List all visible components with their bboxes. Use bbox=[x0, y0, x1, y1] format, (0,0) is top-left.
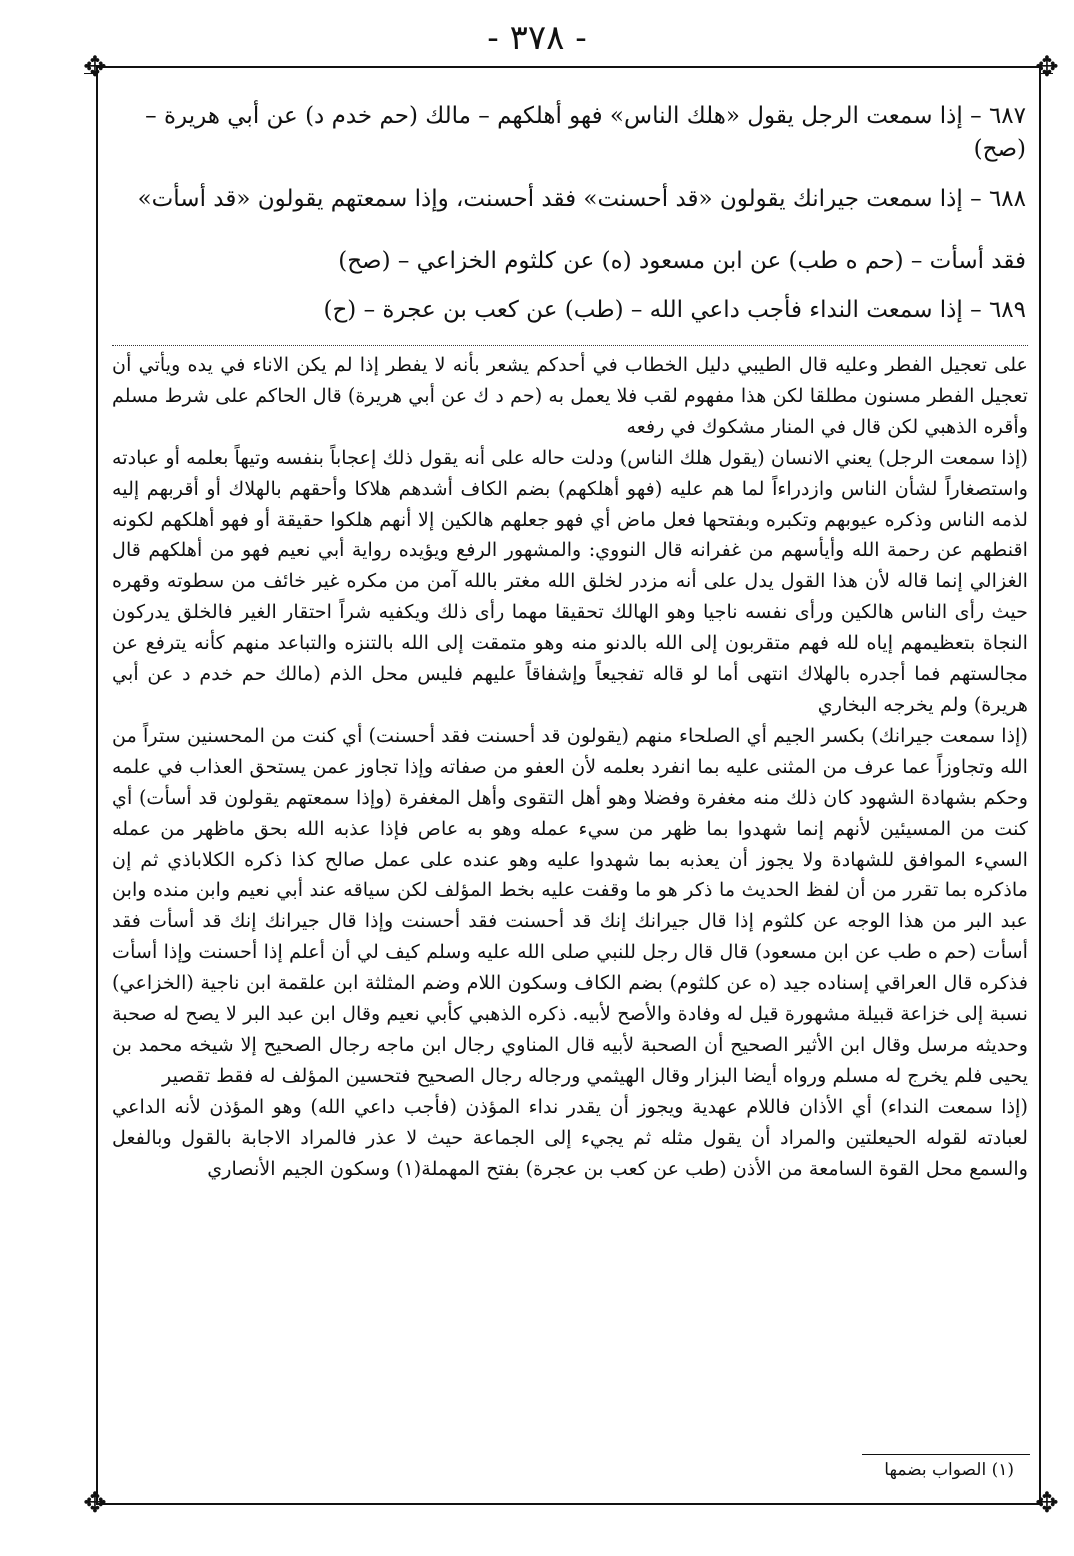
hadith-688 bbox=[112, 168, 1026, 292]
section-divider bbox=[112, 345, 1028, 346]
footnote-rule bbox=[862, 1454, 1030, 1455]
commentary-paragraph: (إذا سمعت الرجل) يعني الانسان (يقول هلك الناس) ودلت حاله على أنه يقول ذلك إعجاباً بنفسه وتيهاً بعلمه أو عبادته واستصغاراً لشأن الناس وازدراءاً لما هم عليه (فهو أهلكهم) بضم الكاف أشدهم هلاكا وأحقهم بالهلاك أو أقربهم إليه لذمه الناس وذكره عيوبهم وتكبره وبفتحها فعل ماض أي فهو جعلهم هالكين إلا أنهم هلكوا حقيقة أو فهو أهلكهم لكونه اقنطهم عن رحمة الله وأيأسهم من غفرانه قال النووي: والمشهور الرفع ويؤيده رواية أبي نعيم فهو من أهلكهم قال الغزالي إنما قاله لأن هذا القول يدل على أنه مزدر لخلق الله مغتر بالله آمن من مكره غير خائف من سطوته وقهره حيث رأى الناس هالكين ورأى نفسه ناجيا وهو الهالك تحقيقا مهما رأى ذلك ويكفيه شراً احتقار الغير فالخلق يدركون النجاة بتعظيمهم إياه لله فهم متقربون إلى الله بالدنو منه وهو متمقت إلى الله بالتنزه والتباعد منهم كأنه يترفع عن مجالستهم فما أجدره بالهلاك انتهى أما لو قاله تفجيعاً وإشفاقاً عليهم فليس محل الذم (مالك حم خدم د عن أبي هريرة) ولم يخرجه البخاري bbox=[112, 445, 1028, 716]
footnote: (١) الصواب بضمها bbox=[884, 1460, 1014, 1480]
corner-ornament-bottom-left-icon: ✥ bbox=[83, 1486, 107, 1519]
hadith-687 bbox=[112, 100, 1026, 166]
commentary-body bbox=[112, 350, 1028, 1445]
hadith-text: ٦٨٨ – إذا سمعت جيرانك يقولون «قد أحسنت» فقد أحسنت، وإذا سمعتهم يقولون «قد أسأت» فقد أسأت – (حم ه طب) عن ابن مسعود (ه) عن كلثوم الخزاعي – (صح) bbox=[137, 186, 1026, 274]
hadith-689 bbox=[112, 294, 1026, 327]
page-number: - ٣٧٨ - bbox=[487, 18, 587, 58]
commentary-paragraph: (إذا سمعت النداء) أي الأذان فاللام عهدية ويجوز أن يقدر نداء المؤذن (فأجب داعي الله) وهو المؤذن لأنه الداعي لعبادته لقوله الحيعلتين والمراد أن يقول مثله ثم يجيء إلى الجماعة حيث لا عذر فالمراد الاجابة بالقول وبالفعل والسمع محل القوة السامعة من الأذن (طب عن كعب بن عجرة) بفتح المهملة(١) وسكون الجيم الأنصاري bbox=[112, 1094, 1028, 1180]
commentary-paragraph: (إذا سمعت جيرانك) بكسر الجيم أي الصلحاء منهم (يقولون قد أحسنت فقد أحسنت) أي كنت من المحسنين ستراً من الله وتجاوزاً عما عرف من المثنى عليه بما انفرد بعلمه لأن العفو من صفاته وإذا تجاوز عمن يستحق العذاب في علمه وحكم بشهادة الشهود كان ذلك منه مغفرة وفضلا وهو أهل التقوى وأهل المغفرة (وإذا سمعتهم يقولون قد أسأت) أي كنت من المسيئين لأنهم إنما شهدوا بما ظهر من سيء عمله وهو به عاص فإذا عذبه الله بحق ماظهر من عمله السيء الموافق للشهادة ولا يجوز أن يعذبه بما شهدوا عليه وهو عنده على عمل صالح كذا ذكره الكلاباذي ثم إن ماذكره بما تقرر من أن لفظ الحديث ما ذكر هو ما وقفت عليه بخط المؤلف لكن سياقه عند أبي نعيم وابن منده وابن عبد البر من هذا الوجه عن كلثوم إذا قال جيرانك إنك قد أحسنت فقد أحسنت وإذا قال جيرانك إنك قد أسأت فقد أسأت (حم ه طب عن ابن مسعود) قال قال رجل للنبي صلى الله عليه وسلم كيف لي أن أعلم إذا أحسنت وإذا أسأت فذكره قال العراقي إسناده جيد (ه عن كلثوم) بضم الكاف وسكون اللام وضم المثلثة ابن علقمة ابن ناجية (الخزاعي) نسبة إلى خزاعة قبيلة مشهورة قيل له وفادة والأصح لأبيه. ذكره الذهبي كأبي نعيم وقال ابن عبد البر لا يصح له صحبة وحديثه مرسل وقال ابن الأثير الصحيح أن الصحبة لأبيه قال المناوي رجال ابن ماجه رجال الصحيح إلا شيخه محمد بن يحيى فلم يخرج له مسلم ورواه أيضا البزار وقال الهيثمي ورجاله رجال الصحيح فتحسين المؤلف له فقط تقصير bbox=[112, 723, 1028, 1087]
corner-ornament-bottom-right-icon: ✥ bbox=[1035, 1486, 1059, 1519]
hadith-text: ٦٨٧ – إذا سمعت الرجل يقول «هلك الناس» فهو أهلكهم – مالك (حم خدم د) عن أبي هريرة – (صح) bbox=[145, 103, 1026, 162]
corner-ornament-top-left-icon: ✥ bbox=[83, 50, 107, 83]
corner-ornament-top-right-icon: ✥ bbox=[1035, 50, 1059, 83]
commentary-paragraph: على تعجيل الفطر وعليه قال الطيبي دليل الخطاب في أحدكم يشعر بأنه لا يفطر إذا لم يكن الاناء في يده ويأتي أن تعجيل الفطر مسنون مطلقا لكن هذا مفهوم لقب فلا يعمل به (حم د ك عن أبي هريرة) قال الحاكم على شرط مسلم وأقره الذهبي لكن قال في المنار مشكوك في رفعه bbox=[112, 353, 1028, 438]
hadith-text: ٦٨٩ – إذا سمعت النداء فأجب داعي الله – (طب) عن كعب بن عجرة – (ح) bbox=[323, 297, 1026, 323]
